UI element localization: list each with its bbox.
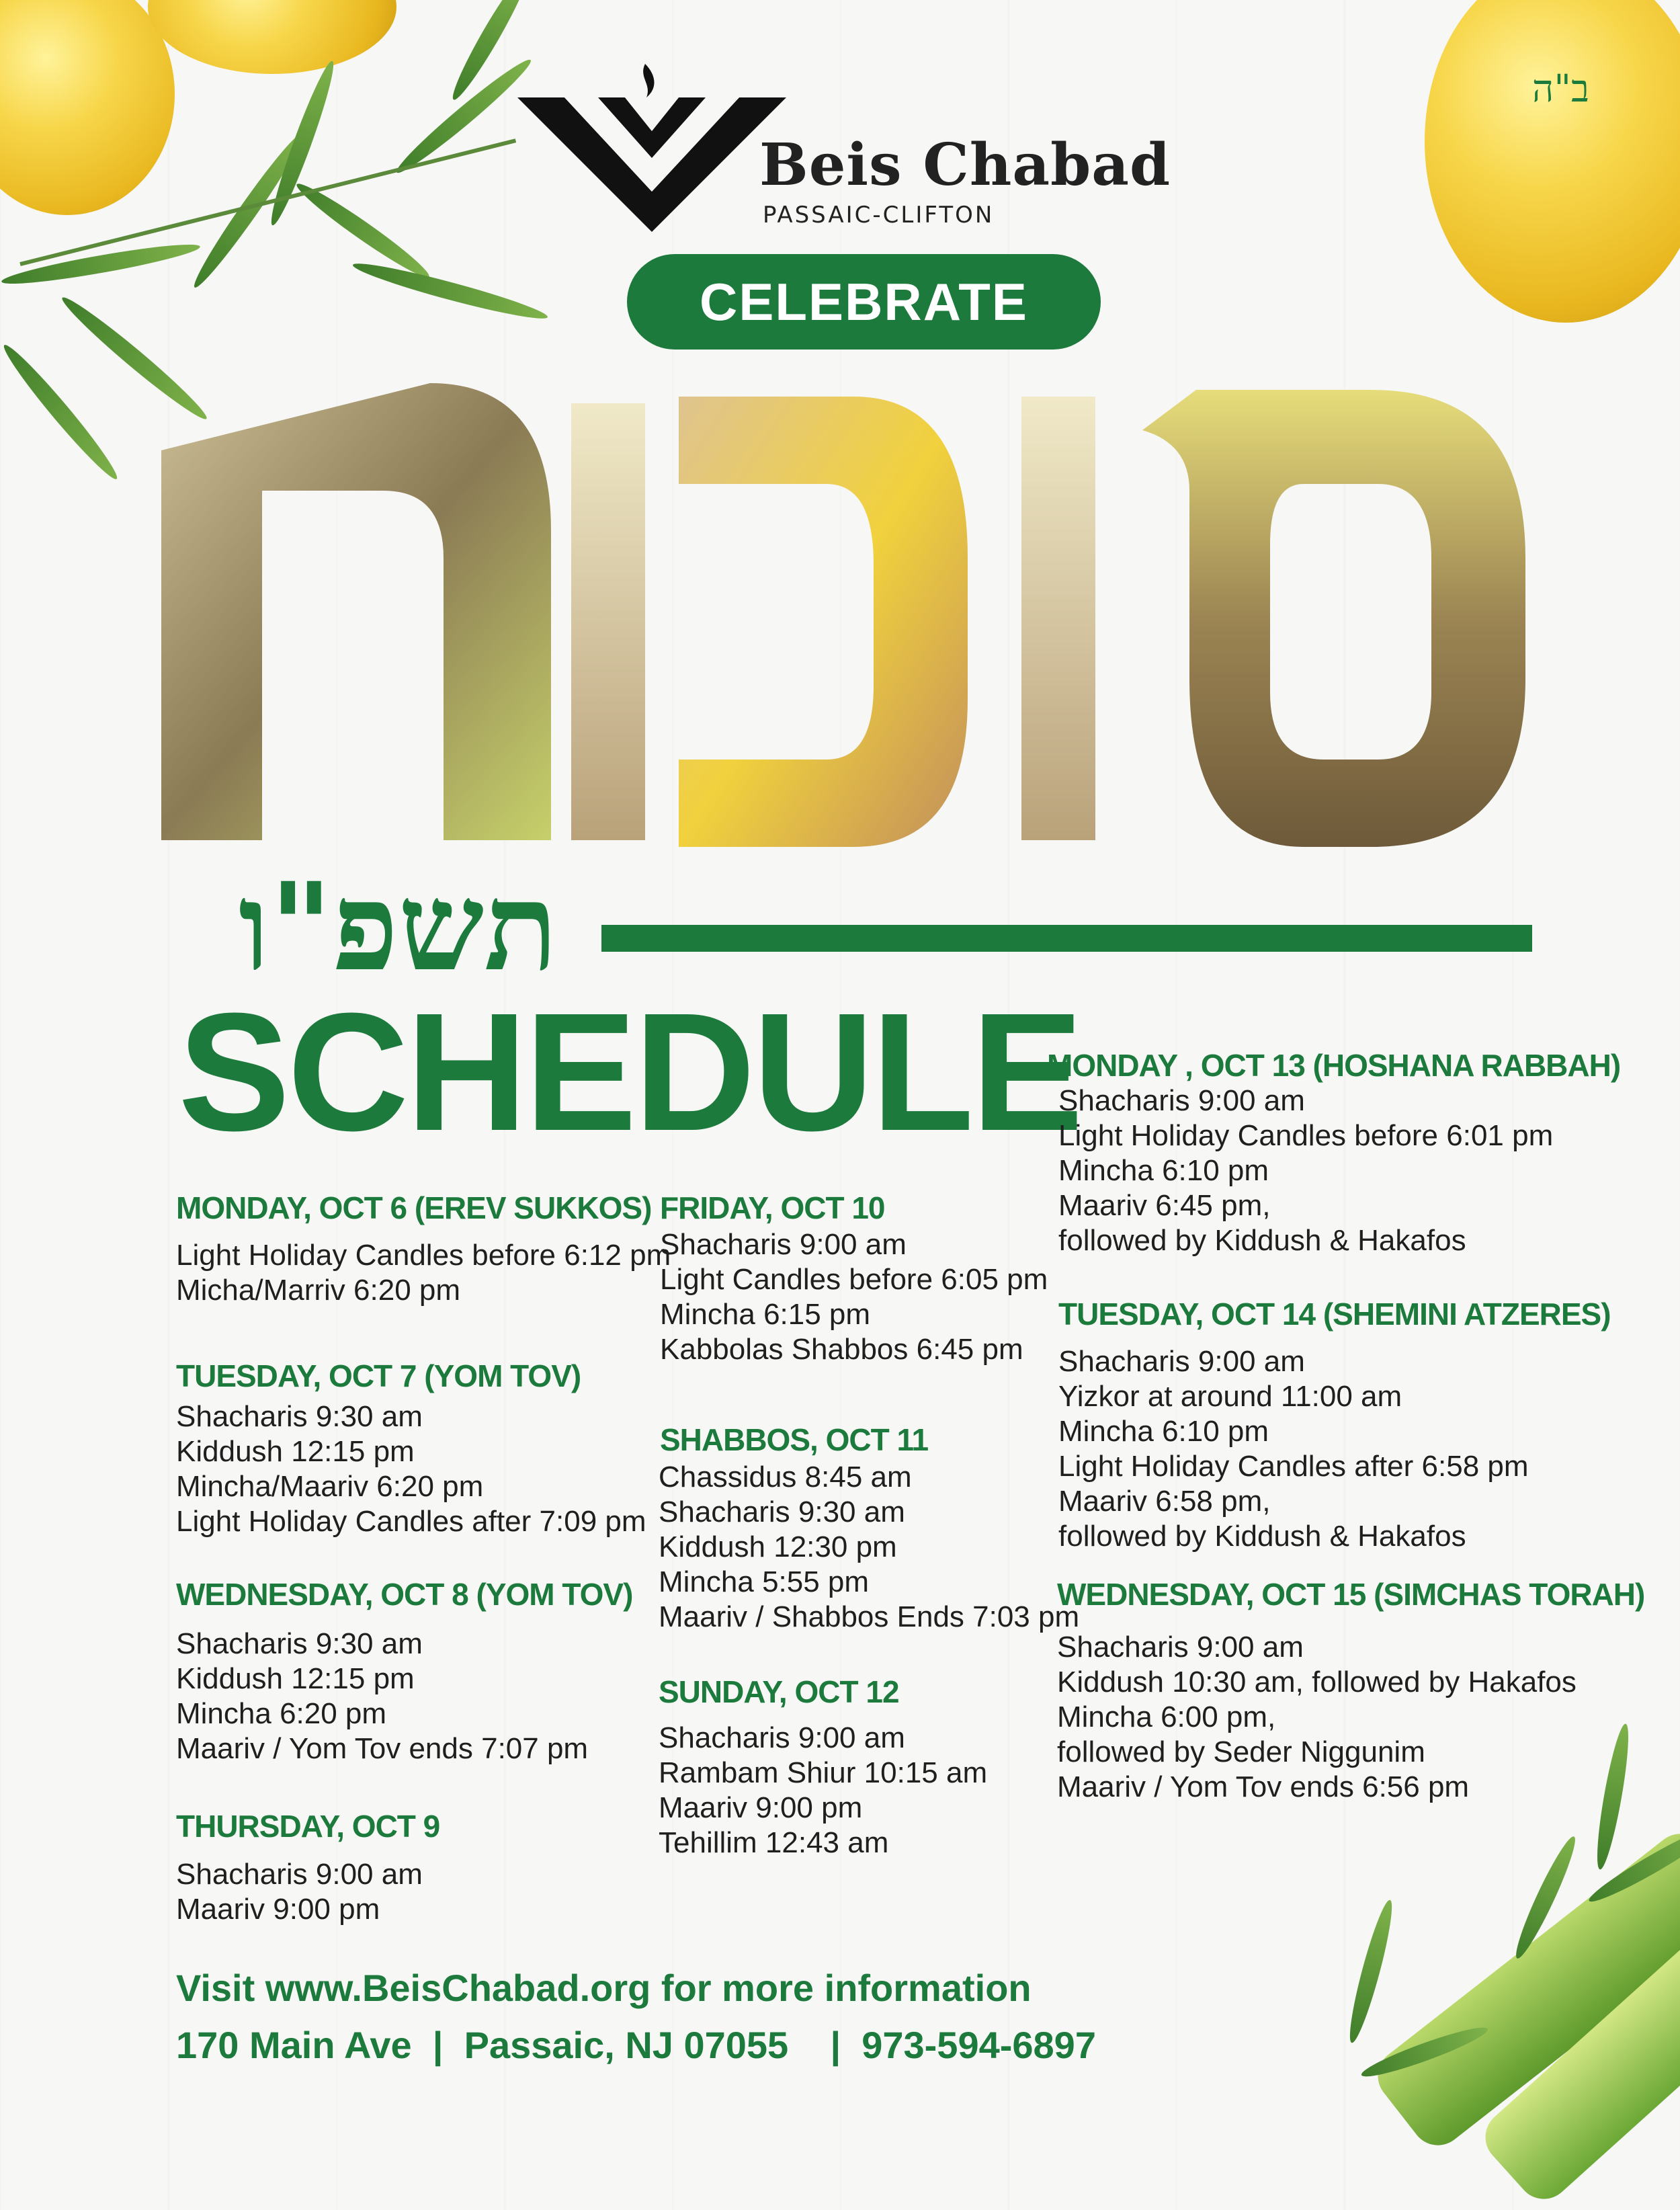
schedule-line: Light Holiday Candles before 6:12 pm (176, 1239, 671, 1272)
schedule-line: Shacharis 9:30 am (659, 1496, 905, 1528)
schedule-line: Maariv 9:00 pm (659, 1791, 863, 1824)
schedule-line: Micha/Marriv 6:20 pm (176, 1274, 461, 1307)
day-title: MONDAY , OCT 13 (HOSHANA RABBAH) (1047, 1048, 1621, 1083)
day-lines (1057, 1630, 1577, 1805)
celebrate-badge: CELEBRATE (627, 254, 1101, 350)
day-title: TUESDAY, OCT 7 (YOM TOV) (176, 1358, 581, 1393)
schedule-line: followed by Seder Niggunim (1057, 1735, 1425, 1768)
schedule-line: Maariv / Yom Tov ends 6:56 pm (1057, 1770, 1470, 1803)
schedule-line: Rambam Shiur 10:15 am (659, 1756, 988, 1789)
schedule-line: Shacharis 9:00 am (176, 1858, 423, 1891)
day-title: THURSDAY, OCT 9 (176, 1809, 440, 1844)
schedule-line: Maariv / Shabbos Ends 7:03 pm (659, 1600, 1080, 1633)
day-title: WEDNESDAY, OCT 8 (YOM TOV) (176, 1577, 633, 1612)
schedule-line: Light Holiday Candles before 6:01 pm (1058, 1119, 1554, 1152)
schedule-line: Kiddush 10:30 am, followed by Hakafos (1057, 1666, 1577, 1699)
day-title: WEDNESDAY, OCT 15 (SIMCHAS TORAH) (1057, 1577, 1645, 1612)
day-title: SUNDAY, OCT 12 (659, 1674, 899, 1709)
bsd-mark: ב"ה (1532, 67, 1589, 111)
schedule-line: Mincha 6:10 pm (1058, 1415, 1269, 1448)
etrog-top-right-image (1425, 0, 1680, 323)
etrog-top-left-image (0, 0, 175, 215)
sukkos-hebrew-title-image (161, 383, 1532, 847)
day-lines (176, 1857, 423, 1927)
day-title: FRIDAY, OCT 10 (660, 1190, 885, 1225)
schedule-line: Shacharis 9:00 am (660, 1228, 907, 1261)
day-lines (1058, 1344, 1529, 1554)
schedule-line: Mincha 6:10 pm (1058, 1154, 1269, 1187)
day-lines (176, 1627, 588, 1766)
schedule-line: Kiddush 12:15 pm (176, 1662, 415, 1695)
schedule-line: Maariv 6:45 pm, (1058, 1189, 1271, 1222)
schedule-line: Mincha 5:55 pm (659, 1565, 870, 1598)
day-lines (176, 1238, 671, 1308)
schedule-line: Yizkor at around 11:00 am (1058, 1380, 1402, 1413)
schedule-line: Mincha 6:15 pm (660, 1298, 871, 1331)
schedule-line: Shacharis 9:00 am (1058, 1084, 1305, 1117)
schedule-line: Kiddush 12:30 pm (659, 1530, 897, 1563)
schedule-line: Maariv 9:00 pm (176, 1893, 380, 1926)
day-lines (176, 1399, 646, 1539)
schedule-line: Tehillim 12:43 am (659, 1826, 889, 1859)
brand-name: Beis Chabad (759, 131, 1171, 199)
schedule-line: Shacharis 9:00 am (659, 1721, 905, 1754)
schedule-line: Shacharis 9:00 am (1058, 1345, 1305, 1378)
schedule-line: Mincha 6:00 pm, (1057, 1701, 1276, 1733)
schedule-line: Shacharis 9:30 am (176, 1627, 423, 1660)
etrog-top-center-image (148, 0, 396, 74)
schedule-line: Light Holiday Candles after 6:58 pm (1058, 1450, 1529, 1483)
website-info: Visit www.BeisChabad.org for more information (176, 1967, 1032, 2009)
schedule-line: Shacharis 9:00 am (1057, 1631, 1304, 1664)
address-phone: 170 Main Ave | Passaic, NJ 07055 | 973-594-6897 (176, 2024, 1096, 2066)
schedule-line: Kiddush 12:15 pm (176, 1435, 415, 1468)
hebrew-year: תשפ"ו (239, 856, 558, 998)
day-title: SHABBOS, OCT 11 (660, 1422, 929, 1457)
day-title: MONDAY, OCT 6 (EREV SUKKOS) (176, 1190, 652, 1225)
schedule-heading: SCHEDULE (178, 978, 1081, 1165)
schedule-line: followed by Kiddush & Hakafos (1058, 1224, 1466, 1257)
day-lines (659, 1460, 1079, 1635)
schedule-line: Kabbolas Shabbos 6:45 pm (660, 1333, 1023, 1366)
day-lines (659, 1721, 987, 1860)
brand-subtitle: PASSAIC-CLIFTON (763, 202, 995, 229)
schedule-line: Mincha/Maariv 6:20 pm (176, 1470, 484, 1503)
schedule-line: Chassidus 8:45 am (659, 1461, 912, 1493)
day-lines (660, 1227, 1048, 1367)
schedule-line: Light Holiday Candles after 7:09 pm (176, 1505, 646, 1538)
beis-chabad-logo-icon (517, 57, 786, 232)
divider-bar (601, 925, 1532, 952)
schedule-line: Maariv / Yom Tov ends 7:07 pm (176, 1732, 589, 1765)
schedule-line: Maariv 6:58 pm, (1058, 1485, 1271, 1518)
schedule-line: followed by Kiddush & Hakafos (1058, 1520, 1466, 1553)
schedule-line: Light Candles before 6:05 pm (660, 1263, 1048, 1296)
schedule-line: Shacharis 9:30 am (176, 1400, 423, 1433)
day-title: TUESDAY, OCT 14 (SHEMINI ATZERES) (1058, 1297, 1611, 1332)
schedule-line: Mincha 6:20 pm (176, 1697, 387, 1730)
day-lines (1058, 1083, 1553, 1258)
